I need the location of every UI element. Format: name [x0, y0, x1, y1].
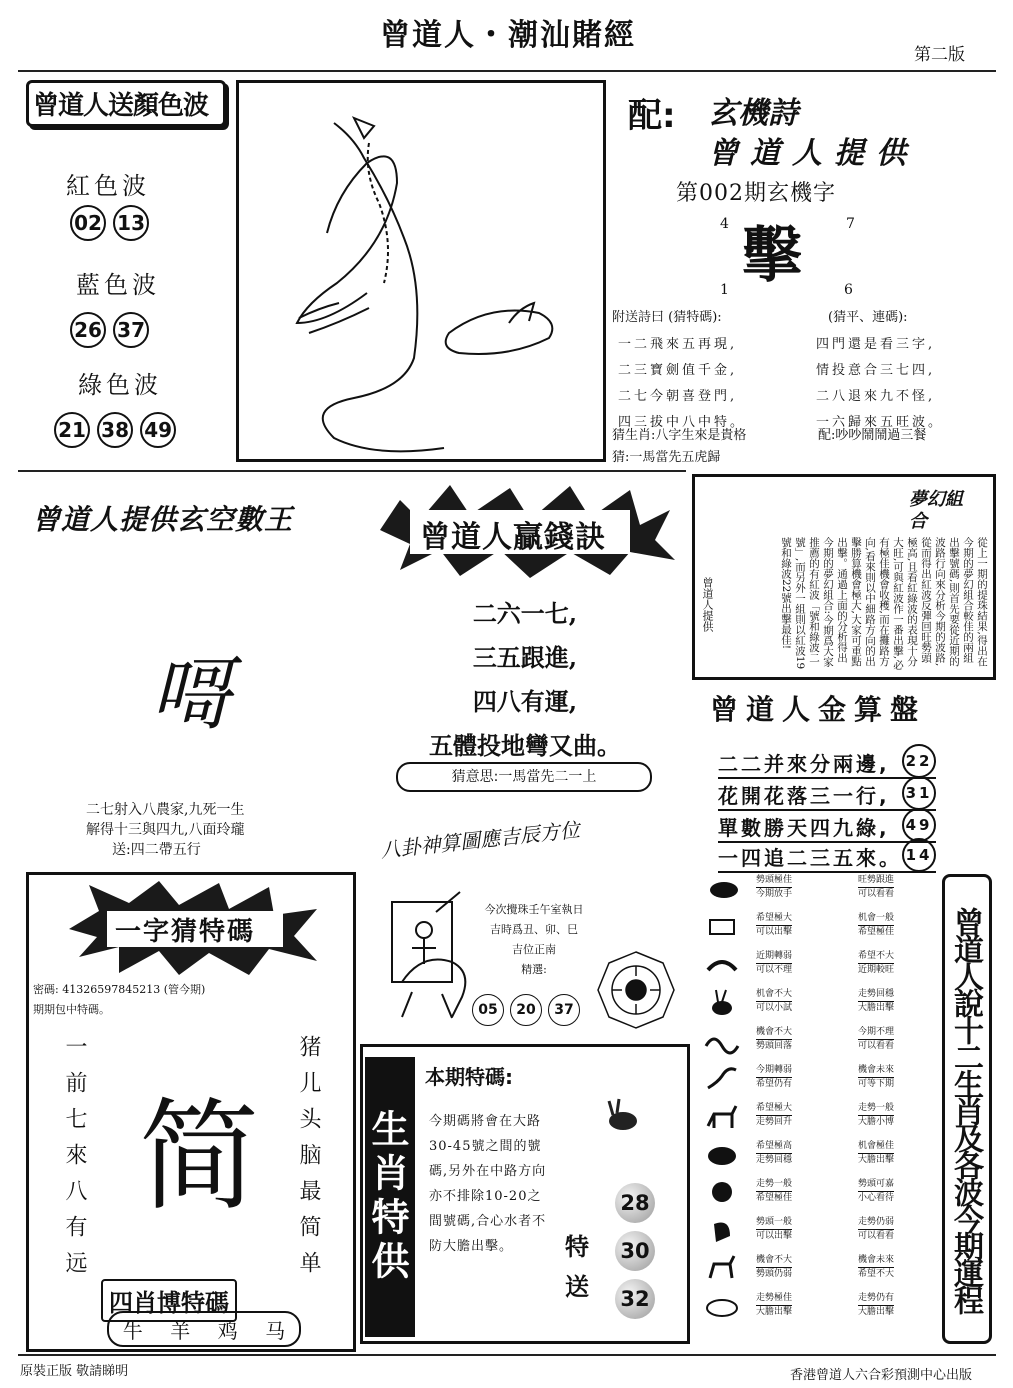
abacus-line-text: 二二并來分兩邊, [718, 752, 890, 776]
abacus-number: 31 [902, 776, 936, 810]
poem-right-column [816, 332, 944, 436]
xuanji-glyph: 擊 [742, 221, 802, 291]
header-rule [18, 70, 996, 72]
abacus-panel [700, 684, 990, 870]
blue-wave-numbers [70, 312, 151, 348]
abacus-line [718, 842, 936, 873]
fortune-a: 机會不大 可以小試 [756, 989, 793, 1013]
poem-line: 二七今朝喜登門, [618, 389, 738, 404]
special-number: 30 [615, 1231, 655, 1271]
fortune-b: 希望不大 近期較旺 [858, 951, 895, 975]
rabbit-icon [704, 988, 740, 1018]
winning-line: 五體投地彎又曲。 [429, 731, 621, 760]
bagua-picks [472, 994, 582, 1026]
special-side-label: 生肖特供 [365, 1057, 415, 1337]
bagua-heading: 八卦神算圖應吉辰方位 [379, 817, 581, 863]
abacus-number: 22 [902, 744, 936, 778]
corner-number: 4 [720, 216, 729, 232]
bagua-lines [464, 900, 604, 980]
pair-label: 配: [628, 96, 676, 136]
fortune-a: 希望極大 走勢回升 [756, 1103, 793, 1127]
code-row [33, 981, 205, 997]
fortune-b: 走勢仍弱 可以看看 [858, 1217, 895, 1241]
code-label: 密碼: [33, 983, 59, 996]
fortune-a: 勢頭一般 可以出擊 [756, 1217, 793, 1241]
verse-line: 解得十三與四九,八面玲瓏 [86, 822, 245, 838]
pick-number: 05 [472, 994, 504, 1026]
word-guess-heading: 一字猜特碼 [115, 917, 256, 947]
ox-icon [704, 912, 740, 942]
xuankong-heading: 曾道人提供玄空數王 [32, 503, 294, 536]
verse-line: 二七射入八農家,九死一生 [86, 802, 245, 818]
goat-icon [704, 1140, 740, 1170]
footer-left: 原裝正版 敬請睇明 [20, 1364, 129, 1379]
snake-icon [704, 1064, 740, 1094]
edition-label: 第二版 [914, 45, 965, 65]
special-send-label: 特送 [565, 1233, 589, 1301]
corner-number: 1 [720, 282, 729, 298]
abacus-line [718, 812, 936, 843]
zodiac-row [698, 1136, 938, 1174]
bagua-line: 吉時爲丑、卯、巳 [490, 923, 578, 936]
number-ball: 13 [113, 205, 149, 241]
special-number: 32 [615, 1279, 655, 1319]
fortune-b: 走勢回穩 大膽出擊 [858, 989, 895, 1013]
number-ball: 02 [70, 205, 106, 241]
zodiac-row [698, 870, 938, 908]
abacus-heading: 曾道人金算盤 [710, 693, 927, 726]
abacus-number: 49 [902, 808, 936, 842]
provider-label: 曾道人提供 [708, 136, 918, 171]
poem-title: 玄機詩 [708, 96, 798, 131]
color-wave-heading: 曾道人送顏色波 [26, 80, 226, 127]
poem-line: 四三拔中八中特。 [618, 415, 747, 430]
riddle-sketch-illustration [239, 83, 603, 459]
green-wave-numbers [54, 412, 178, 448]
zodiac-row [698, 1022, 938, 1060]
winning-lines [400, 592, 650, 768]
blue-wave-label: 藍色波 [76, 271, 160, 299]
number-ball: 26 [70, 312, 106, 348]
pick-number: 37 [548, 994, 580, 1026]
poem-line: 一六歸來五旺波。 [816, 415, 945, 430]
code-value: 41326597845213 (管今期) [62, 983, 206, 996]
bagua-compass-icon [596, 950, 676, 1030]
zodiac-choice: 牛 [122, 1318, 143, 1343]
zodiac-row [698, 908, 938, 946]
zodiac-row [698, 1060, 938, 1098]
poem-intro: 附送詩曰 (猜特碼): [612, 310, 722, 325]
fortune-a: 勢頭極佳 今期放手 [756, 875, 793, 899]
pair-text: 配:吵吵鬧鬧過三餐 [818, 428, 927, 443]
rooster-icon [704, 1216, 740, 1246]
special-text: 今期碼將會在大路30-45號之間的號碼,另外在中路方向亦不排除10-20之間號碼,合心水者不防大膽出擊。 [429, 1114, 547, 1254]
zodiac-row [698, 1098, 938, 1136]
footer-right: 香港曾道人六合彩預測中心出版 [790, 1368, 973, 1383]
zodiac-choice: 鸡 [217, 1318, 238, 1343]
fortune-a: 機會不大 勢頭仍弱 [756, 1255, 793, 1279]
color-wave-panel [26, 80, 226, 460]
rat-icon [704, 874, 740, 904]
poem-left-column [618, 332, 746, 436]
poem-line: 四門還是看三字, [816, 337, 936, 352]
special-numbers [615, 1183, 655, 1319]
poem-hint: (猜平、連碼): [828, 310, 908, 325]
fortune-b: 旺勢跟進 可以看看 [858, 875, 895, 899]
red-wave-label: 紅色波 [66, 172, 150, 200]
winning-line: 三五跟進, [472, 643, 578, 672]
red-wave-numbers [70, 205, 151, 241]
fortune-a: 走勢極佳 大膽出擊 [756, 1293, 793, 1317]
zodiac-row [698, 1250, 938, 1288]
number-ball: 49 [140, 412, 176, 448]
xuankong-panel [18, 482, 348, 862]
dream-text: 從上一期的提珠結果,得出在今期的夢幻組合較佳的兩組出擊號碼,則首先要從近期的波路行向來分析今期的波路,從而得出紅波反彈回旺勢頭極高,且看紅綠波的表現十分大旺,可與紅波作一番出擊,必有極佳機會收穫,而在攤路方向,看來則以中細路方向的出擊勝算機會極大,大家可重點出擊。通過上面的分析得出今期的夢幻組合:今期爲大家推薦的有紅波「號和綠波二號」,而另外一組則以紅波19號和綠波22號出擊最佳! [780, 537, 988, 670]
zodiac-choice: 羊 [170, 1318, 191, 1343]
zodiac-guess: 猜生肖:八字生來是貴格 [612, 428, 747, 443]
page-title: 曾道人・潮汕賭經 [380, 18, 636, 53]
winning-line: 二六一七, [472, 599, 578, 628]
dream-combo-panel [692, 474, 996, 680]
section-rule [18, 470, 686, 472]
zodiac-choice: 马 [265, 1318, 286, 1343]
fortune-b: 走勢一般 大膽小博 [858, 1103, 895, 1127]
rabbit-icon [601, 1097, 641, 1133]
winning-panel [370, 480, 680, 800]
dream-signature: 曾道人提供 [701, 577, 714, 632]
guess-text: 猜:一馬當先五虎歸 [612, 450, 721, 465]
four-zodiac-row [107, 1311, 301, 1347]
fortune-b: 機會未來 可等下期 [858, 1065, 895, 1089]
bagua-line: 今次攪珠壬午室執日 [484, 903, 584, 916]
riddle-picture-frame [236, 80, 606, 462]
bagua-panel [360, 808, 690, 1038]
poem-line: 二八退來九不怪, [816, 389, 936, 404]
bagua-line: 吉位正南 [512, 943, 556, 956]
number-ball: 38 [97, 412, 133, 448]
fortune-b: 机會一般 希望極佳 [858, 913, 895, 937]
word-guess-glyph: 简 [139, 1088, 259, 1227]
code-note: 期期包中特碼。 [33, 1003, 110, 1016]
footer-rule [18, 1354, 996, 1356]
pick-label: 精選: [521, 963, 547, 976]
fortune-b: 勢頭可嘉 小心看待 [858, 1179, 895, 1203]
xuankong-verse [86, 800, 244, 860]
fortune-b: 走勢仍有 大膽出擊 [858, 1293, 895, 1317]
abacus-line [718, 780, 936, 811]
abacus-line-text: 一四追二三五來。 [718, 846, 902, 870]
zodiac-side-label: 曾道人說十二生肖及各波今期運程 [942, 874, 992, 1344]
pig-icon [704, 1292, 740, 1322]
fortune-a: 近期轉弱 可以不理 [756, 951, 793, 975]
special-code-panel [360, 1044, 690, 1344]
dragon-icon [704, 1026, 740, 1056]
corner-number: 7 [846, 216, 855, 232]
four-zodiac-heading: 四肖博特碼 [101, 1279, 237, 1322]
fortune-b: 机會極佳 大膽出擊 [858, 1141, 895, 1165]
verse-line: 送:四二帶五行 [112, 842, 201, 858]
monkey-icon [704, 1178, 740, 1208]
xuanji-panel [612, 80, 996, 465]
zodiac-table [698, 870, 938, 1350]
number-ball: 21 [54, 412, 90, 448]
poem-line: 一二飛來五再現, [618, 337, 738, 352]
fortune-b: 今期不理 可以看看 [858, 1027, 895, 1051]
fortune-a: 希望極大 可以出擊 [756, 913, 793, 937]
right-vertical-text: 猪儿头脑最简单 [296, 1035, 321, 1287]
winning-heading: 曾道人贏錢訣 [420, 520, 606, 555]
left-vertical-text: 一前七來八有远 [62, 1035, 87, 1287]
winning-line: 四八有運, [472, 687, 578, 716]
zodiac-row [698, 1288, 938, 1326]
fortune-a: 走勢一般 希望極佳 [756, 1179, 793, 1203]
dream-heading: 夢幻組合 [909, 489, 963, 532]
abacus-number: 14 [902, 838, 936, 872]
special-heading: 本期特碼: [425, 1065, 513, 1089]
abacus-line-text: 花開花落三一行, [718, 784, 890, 808]
special-number: 28 [615, 1183, 655, 1223]
fortune-a: 今期轉弱 希望仍有 [756, 1065, 793, 1089]
zodiac-row [698, 1174, 938, 1212]
word-guess-panel [26, 872, 356, 1352]
fortune-b: 機會未來 希望不大 [858, 1255, 895, 1279]
poem-line: 情投意合三七四, [816, 363, 936, 378]
zodiac-row [698, 984, 938, 1022]
xuankong-glyph: 𠹭 [150, 648, 230, 741]
issue-label: 第002期玄機字 [676, 181, 836, 206]
zodiac-row [698, 946, 938, 984]
abacus-line-text: 單數勝天四九綠, [718, 816, 890, 840]
horse-icon [704, 1102, 740, 1132]
fortune-a: 希望極高 走勢回穩 [756, 1141, 793, 1165]
tiger-icon [704, 950, 740, 980]
poem-line: 二三寶劍值千金, [618, 363, 738, 378]
number-ball: 37 [113, 312, 149, 348]
fortune-a: 機會不大 勢頭回落 [756, 1027, 793, 1051]
green-wave-label: 綠色波 [78, 371, 162, 399]
abacus-line [718, 748, 936, 779]
winning-meaning: 猜意思:一馬當先二一上 [396, 762, 652, 792]
dog-icon [704, 1254, 740, 1284]
zodiac-row [698, 1212, 938, 1250]
pick-number: 20 [510, 994, 542, 1026]
corner-number: 6 [844, 282, 853, 298]
